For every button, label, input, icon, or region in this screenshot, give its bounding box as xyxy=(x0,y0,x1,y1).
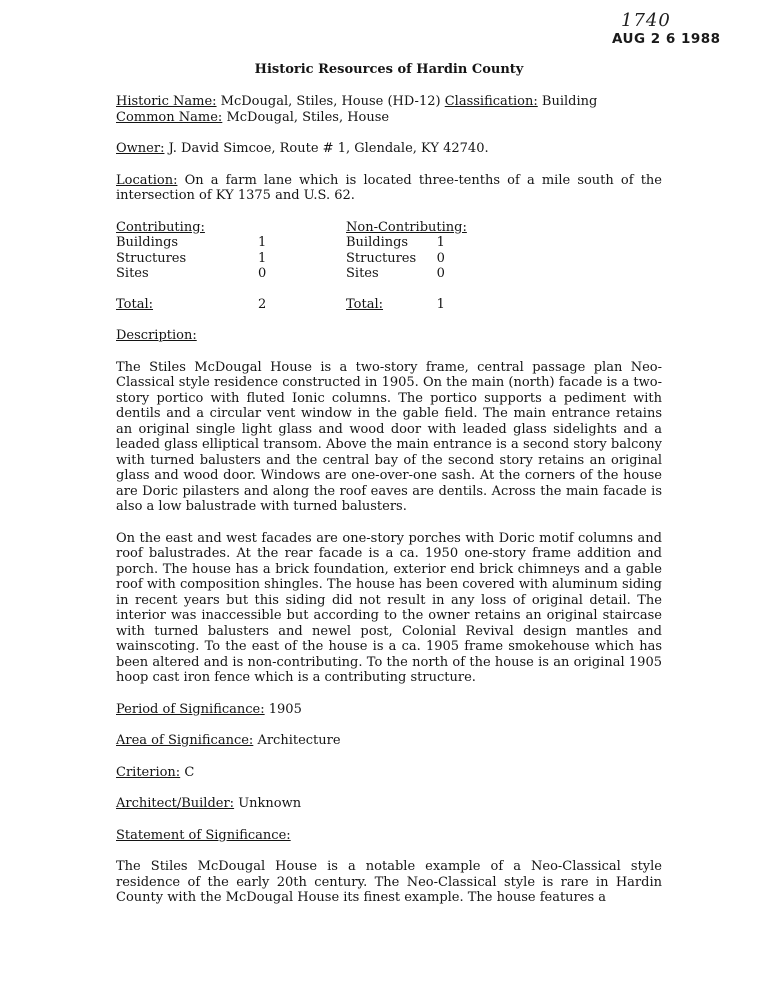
location-label: Location: xyxy=(116,172,178,188)
criterion-label: Criterion: xyxy=(116,764,181,780)
period-value: 1905 xyxy=(268,701,302,717)
contributing-value: 1 xyxy=(258,235,267,250)
area-label: Area of Significance: xyxy=(116,733,254,748)
noncontributing-value: 0 xyxy=(436,250,445,266)
architect-value: Unknown xyxy=(238,796,302,811)
significance-heading: Statement of Significance: xyxy=(116,827,291,843)
architect-label: Architect/Builder: xyxy=(116,796,235,811)
criterion-value: C xyxy=(184,764,195,780)
common-name-label: Common Name: xyxy=(116,109,223,125)
contributing-value: 0 xyxy=(258,266,267,281)
period-label: Period of Significance: xyxy=(116,701,265,717)
noncontributing-value: 0 xyxy=(436,266,445,281)
significance-paragraph: The Stiles McDougal House is a notable example of a Neo-Classical style residence of the early 20th century. The Neo-Classical style is rare in Hardin County with the McDougal House its finest example. The house features a xyxy=(116,859,662,905)
contributing-header: Contributing: xyxy=(116,219,205,235)
noncontributing-label: Structures xyxy=(346,250,417,266)
date-stamp: AUG 2 6 1988 xyxy=(612,31,721,47)
common-name-line xyxy=(116,110,662,126)
count-row xyxy=(116,266,467,282)
description-paragraph: The Stiles McDougal House is a two-story frame, central passage plan Neo-Classical style residence constructed in 1905. On the main (north) facade is a two-story portico with fluted Ionic columns. The portico supports a pediment with dentils and a circular vent window in the gable field. The main entrance retains an original single light glass and wood door with leaded glass sidelights and a leaded glass elliptical transom. Above the main entrance is a second story balcony with turned balusters and the central bay of the second story retains an original glass and wood door. Windows are one-over-one sash. At the corners of the house are Doric pilasters and along the roof eaves are dentils. Across the main facade is also a low balustrade with turned balusters. xyxy=(116,359,662,514)
description-paragraph: On the east and west facades are one-story porches with Doric motif columns and roof balustrades. At the rear facade is a ca. 1950 one-story frame addition and porch. The house has a brick foundation, exterior end brick chimneys and a gable roof with composition shingles. The house has been covered with aluminum siding in recent years but this siding did not result in any loss of original detail. The interior was inaccessible but according to the owner retains an original staircase with turned balusters and newel post, Colonial Revival design mantles and wainscoting. To the east of the house is a ca. 1905 frame smokehouse which has been altered and is non-contributing. To the north of the house is an original 1905 hoop cast iron fence which is a contributing structure. xyxy=(116,530,662,685)
area-value: Architecture xyxy=(257,733,341,748)
handwritten-number: 1740 xyxy=(621,10,671,31)
architect-field xyxy=(116,796,662,812)
description-heading-line xyxy=(116,328,662,344)
common-name-value: McDougal, Stiles, House xyxy=(226,109,390,125)
noncontributing-total-label: Total: xyxy=(346,296,384,312)
count-total-row xyxy=(116,297,467,313)
owner-value: J. David Simcoe, Route # 1, Glendale, KY 42740. xyxy=(168,141,489,156)
location-block xyxy=(116,173,662,204)
count-row xyxy=(116,251,467,267)
contributing-total: 2 xyxy=(258,296,267,312)
noncontributing-label: Buildings xyxy=(346,235,409,250)
contributing-total-label: Total: xyxy=(116,296,154,312)
noncontributing-label: Sites xyxy=(346,266,379,281)
page-title: Historic Resources of Hardin County xyxy=(254,62,524,77)
contributing-label: Sites xyxy=(116,266,149,281)
noncontributing-total: 1 xyxy=(436,296,445,312)
resource-count-table xyxy=(116,220,467,313)
contributing-label: Structures xyxy=(116,250,187,266)
period-field xyxy=(116,702,662,718)
count-row xyxy=(116,235,467,251)
historic-name-value: McDougal, Stiles, House (HD-12) xyxy=(220,94,441,109)
count-header-row xyxy=(116,220,467,236)
description-heading: Description: xyxy=(116,328,197,343)
noncontributing-value: 1 xyxy=(436,235,445,250)
historic-name-line xyxy=(116,94,662,110)
contributing-value: 1 xyxy=(258,250,267,266)
noncontributing-header: Non-Contributing: xyxy=(346,219,467,235)
area-field xyxy=(116,733,662,749)
historic-name-label: Historic Name: xyxy=(116,94,217,109)
location-value: On a farm lane which is located three-tenths of a mile south of the intersection of KY 1375 and U.S. 62. xyxy=(116,172,662,203)
document-body xyxy=(116,94,662,906)
significance-heading-line xyxy=(116,828,662,844)
classification-value: Building xyxy=(541,94,598,109)
owner-label: Owner: xyxy=(116,141,165,156)
criterion-field xyxy=(116,765,662,781)
contributing-label: Buildings xyxy=(116,235,179,250)
owner-line xyxy=(116,141,662,157)
classification-label: Classification: xyxy=(444,94,538,109)
